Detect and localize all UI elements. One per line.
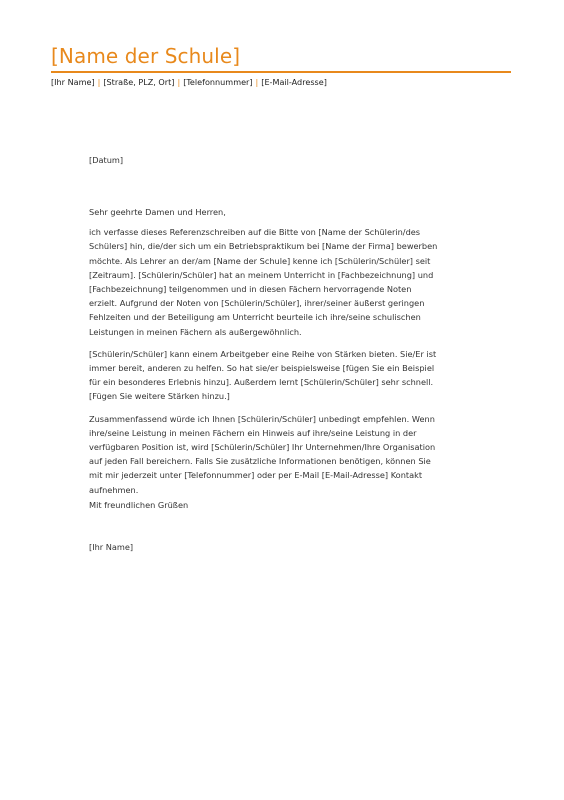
text-line: Leistungen in meinen Fächern als außergewöhnlich. <box>89 326 302 337</box>
text-line: [Zeitraum]. [Schülerin/Schüler] hat an meinem Unterricht in [Fachbezeichnung] und <box>89 269 434 280</box>
sender-name: [Ihr Name] <box>51 77 95 87</box>
text-line: für ein besonderes Erlebnis hinzu]. Außerdem lernt [Schülerin/Schüler] sehr schnell. <box>89 377 434 388</box>
salutation: Sehr geehrte Damen und Herren, <box>89 207 226 217</box>
header-divider <box>51 71 511 73</box>
text-line: möchte. Als Lehrer an der/am [Name der Schule] kenne ich [Schülerin/Schüler] seit <box>89 255 431 266</box>
separator: | <box>177 77 181 87</box>
school-name-heading: [Name der Schule] <box>51 44 241 68</box>
paragraph-2 <box>89 347 474 404</box>
signature-name: [Ihr Name] <box>89 542 134 552</box>
text-line: aufnehmen. <box>89 484 139 495</box>
text-line: Schülers] hin, die/der sich um ein Betriebspraktikum bei [Name der Firma] bewerben <box>89 241 438 252</box>
text-line: Zusammenfassend würde ich Ihnen [Schülerin/Schüler] unbedingt empfehlen. Wenn <box>89 413 435 424</box>
separator: | <box>255 77 259 87</box>
letter-body <box>89 205 474 505</box>
text-line: [Schülerin/Schüler] kann einem Arbeitgeber eine Reihe von Stärken bieten. Sie/Er ist <box>89 348 437 359</box>
sender-email: [E-Mail-Adresse] <box>261 77 327 87</box>
text-line: [Fachbezeichnung] teilgenommen und in diesen Fächern hervorragende Noten <box>89 284 412 295</box>
text-line: immer bereit, anderen zu helfen. So hat sie/er beispielsweise [fügen Sie ein Beispiel <box>89 363 435 374</box>
paragraph-3 <box>89 412 474 497</box>
closing-phrase: Mit freundlichen Grüßen <box>89 500 189 510</box>
contact-line <box>51 77 327 87</box>
separator: | <box>97 77 101 87</box>
sender-address: [Straße, PLZ, Ort] <box>103 77 175 87</box>
text-line: ich verfasse dieses Referenzschreiben auf die Bitte von [Name der Schülerin/des <box>89 227 421 238</box>
text-line: [Fügen Sie weitere Stärken hinzu.] <box>89 391 230 402</box>
text-line: erzielt. Aufgrund der Noten von [Schülerin/Schüler], ihrer/seiner äußerst geringen <box>89 298 425 309</box>
letter-date: [Datum] <box>89 155 124 165</box>
text-line: mit mir jederzeit unter [Telefonnummer] oder per E-Mail [E-Mail-Adresse] Kontakt <box>89 470 423 481</box>
paragraph-1 <box>89 225 474 339</box>
text-line: ihre/seine Leistung in meinen Fächern ein Hinweis auf ihre/seine Leistung in der <box>89 427 417 438</box>
text-line: Fehlzeiten und der Beteiligung am Unterricht beurteile ich ihre/seine schulischen <box>89 312 421 323</box>
text-line: auf jeden Fall bereichern. Falls Sie zusätzliche Informationen benötigen, können Sie <box>89 456 431 467</box>
text-line: verfügbaren Position ist, wird [Schülerin/Schüler] Ihr Unternehmen/Ihre Organisation <box>89 442 436 453</box>
sender-phone: [Telefonnummer] <box>183 77 253 87</box>
